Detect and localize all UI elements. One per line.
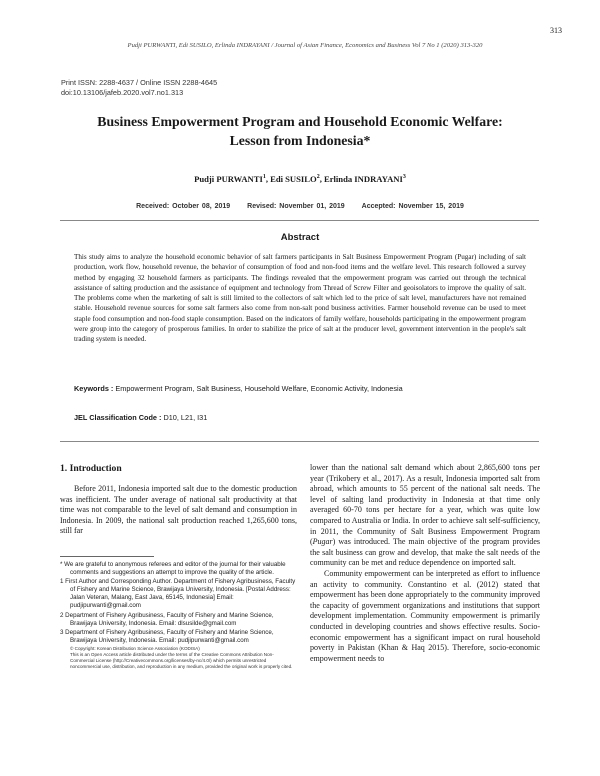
left-column [60, 463, 297, 537]
jel-line [74, 413, 526, 422]
footnote-acknowledgement: * We are grateful to anonymous referees and editor of the journal for their valuable comments and suggestions an attempt to improve the quality of the article. [60, 561, 286, 577]
author-separator: , [265, 174, 271, 184]
paper-title [60, 112, 540, 150]
footnote-author-3: 3 Department of Fishery Agribusiness, Faculty of Fishery and Marine Science, Brawijaya University, Indonesia. Email: pudjipurwanti@gmail.com [60, 628, 274, 644]
doi-line: doi:10.13106/jafeb.2020.vol7.no1.313 [61, 88, 184, 97]
keywords-label: Keywords : [74, 384, 114, 393]
author-name: Erlinda INDRAYANI [323, 174, 403, 184]
footnotes [60, 561, 297, 670]
author-affiliation-mark: 1 [262, 174, 266, 181]
page-number: 313 [550, 26, 562, 35]
footnote-author-2: 2 Department of Fishery Agribusiness, Faculty of Fishery and Marine Science, Brawijaya University, Indonesia. Email: dlsusilde@gmail.com [60, 611, 274, 627]
accepted-date: Accepted: November 15, 2019 [361, 203, 464, 210]
body-paragraph: Before 2011, Indonesia imported salt due to the domestic production was inefficient. The under average of national salt productivity at that time was not comparable to the level of salt demand and consumption in Indonesia. In 2009, the national salt production reached 1,265,600 tons, still far [60, 484, 297, 536]
article-dates [60, 203, 540, 210]
program-acronym: Pugar [312, 537, 333, 547]
text-run: ) was introduced. The main objective of the program provides the salt business can grow and develop, that make the salt needs of the community can be met and reduce dependence on imported salt. [310, 537, 540, 568]
keywords-value: Empowerment Program, Salt Business, Household Welfare, Economic Activity, Indonesia [115, 384, 403, 393]
author-separator: , [319, 174, 324, 184]
footnote-divider [60, 556, 154, 557]
body-paragraph [310, 463, 540, 569]
abstract-heading: Abstract [280, 232, 320, 243]
divider-top [60, 220, 539, 221]
author-affiliation-mark: 3 [402, 174, 406, 181]
author-list [60, 174, 540, 184]
title-line-2: Lesson from Indonesia* [229, 133, 371, 148]
revised-date: Revised: November 01, 2019 [247, 203, 345, 210]
author-affiliation-mark: 2 [316, 174, 320, 181]
issn-line: Print ISSN: 2288-4637 / Online ISSN 2288-4645 [61, 78, 218, 87]
received-date: Received: October 08, 2019 [136, 203, 231, 210]
body-paragraph: Community empowerment can be interpreted as effort to influence an activity to community. Constantino et al. (2012) stated that empowerment has been done appropriately to the community improved the capacity of government organizations and institutions that support development implementation. Community empowerment is primarily conducted in developing countries and shows effective results. Socio-economic empowerment has a significant impact on rural household poverty in Pakistan (Khan & Haq 2015). Therefore, socio-economic empowerment needs to [310, 568, 540, 663]
publication-meta [61, 78, 217, 98]
keywords-line [74, 384, 526, 393]
divider-bottom [60, 441, 539, 442]
running-header: Pudji PURWANTI, Edi SUSILO, Erlinda INDRAYANI / Journal of Asian Finance, Economics and Business Vol 7 No 1 (2020) 313-320 [127, 42, 483, 49]
jel-value: D10, L21, I31 [163, 413, 208, 422]
author-name: Pudji PURWANTI [194, 174, 263, 184]
jel-label: JEL Classification Code : [74, 413, 162, 422]
right-column [310, 463, 540, 664]
author-name: Edi SUSILO [270, 174, 317, 184]
copyright-notice: © Copyright: Korean Distribution Science Association (KODISA) [70, 645, 200, 651]
title-line-1: Business Empowerment Program and Household Economic Welfare: [97, 114, 503, 129]
license-notice: This is an Open Access article distributed under the terms of the Creative Commons Attribution Non-Commercial License (http://Creativecommons.org/licenses/by-nc/4.0/) which permits unrestricted noncommercial use, distribution, and reproduction in any medium, provided the original work is properly cited. [70, 651, 293, 669]
abstract-text: This study aims to analyze the household economic behavior of salt farmers participants in Salt Business Empowerment Program (Pugar) including of salt production, work flow, household revenue, the behavior of consumption of food and non-food items and the welfare level. This research followed a survey method by engaging 32 household farmers as participants. The findings revealed that the empowerment program was carried out through the technical assistance of salting production and the assistance of equipment and technology from Thread of Screw Filter and geoisolators to improve the quality of salt. The problems come when the marketing of salt is still limited to the collectors of salt which led to the price of salt level, manufacturers have not remained stable. Household revenue sources for some salt farmers also come from non-salt pond business activities. Farmer household revenue can be used to meet staple food consumption and non-food staple consumption. Based on the indicators of family welfare, households participating in the empowerment program were group into the category of prosperous families. In order to stabilize the price of salt at the producer level, government intervention in the people's salt trading system is needed. [74, 253, 526, 344]
text-run: lower than the national salt demand which about 2,865,600 tons per year (Trikobery et al., 2017). As a result, Indonesia imported salt from abroad, which amounts to 55 percent of the national salt needs. The level of salting land productivity in Indonesia at that time only averaged 60-70 tons per hectare for a year, which was quite low compared to Australia or India. In order to achieve salt self-sufficiency, in 2011, the Community of Salt Business Empowerment Program ( [310, 463, 540, 547]
footnote-author-1: 1 First Author and Corresponding Author. Department of Fishery Agribusiness, Faculty of Fishery and Marine Science, Brawijaya University, Indonesia. [Postal Address: Jalan Veteran, Malang, East Java, 65145, Indonesia] Email: pudjipurwanti@gmail.com [60, 578, 296, 610]
section-heading: 1. Introduction [60, 463, 122, 474]
